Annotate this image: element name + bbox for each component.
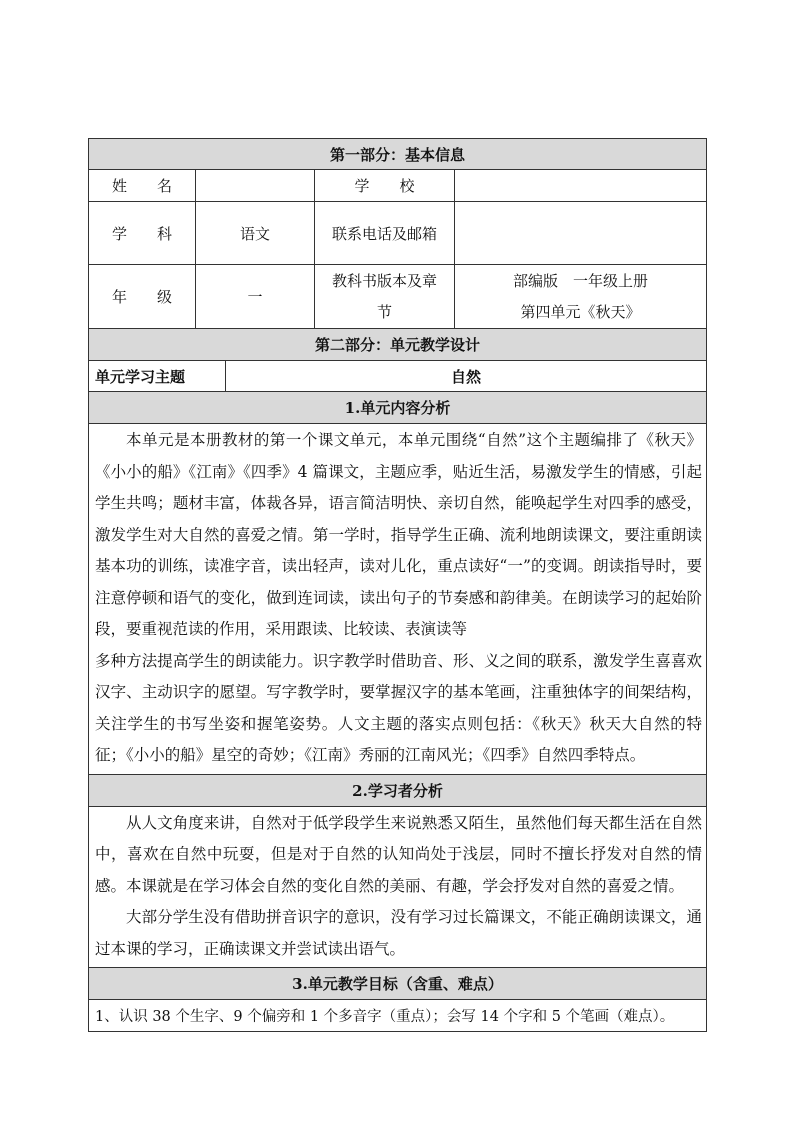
contact-label: 联系电话及邮箱: [315, 202, 455, 265]
grade-label: 年 级: [89, 265, 196, 329]
section2-body: [89, 806, 707, 968]
textbook-label-line1: 教科书版本及章: [331, 271, 437, 290]
section1-paragraph-2: 多种方法提高学生的朗读能力。识字教学时借助音、形、义之间的联系，激发学生喜喜欢汉字、主动识字的愿望。写字教学时，要掌握汉字的基本笔画，注重独体字的间架结构，关注学生的书写坐姿和握笔姿势。人文主题的落实点则包括：《秋天》秋天大自然的特征；《小小的船》星空的奇妙；《江南》秀丽的江南风光；《四季》自然四季特点。: [95, 651, 702, 764]
section1-paragraph-1: 本单元是本册教材的第一个课文单元，本单元围绕“自然”这个主题编排了《秋天》《小小的船》《江南》《四季》4 篇课文，主题应季，贴近生活，易激发学生的情感，引起学生共鸣；题材丰富，体裁各异，语言简洁明快、亲切自然，能唤起学生对四季的感受，激发学生对大自然的喜爱之情。第一学时，指导学生正确、流利地朗读课文，要注重朗读基本功的训练，读准字音，读出轻声，读对儿化，重点读好“一”的变调。朗读指导时，要注意停顿和语气的变化，做到连词读，读出句子的节奏感和韵律美。在朗读学习的起始阶段，要重视范读的作用，采用跟读、比较读、表演读等: [95, 431, 702, 638]
school-value: [455, 170, 707, 202]
section2-paragraph-1: 从人文角度来讲，自然对于低学段学生来说熟悉又陌生，虽然他们每天都生活在自然中，喜欢在自然中玩耍，但是对于自然的认知尚处于浅层，同时不擅长抒发对自然的情感。本课就是在学习体会自然的变化自然的美丽、有趣，学会抒发对自然的喜爱之情。: [95, 813, 702, 895]
textbook-label-line2: 节: [376, 302, 392, 321]
grade-row: [89, 265, 707, 329]
textbook-value-line1: 部编版 一年级上册: [512, 271, 648, 290]
section3-goal-1: 1、认识 38 个生字、9 个偏旁和 1 个多音字（重点）；会写 14 个字和 5 个笔画（难点）。: [89, 1000, 707, 1032]
part1-title: 第一部分：基本信息: [89, 139, 707, 170]
textbook-value: [455, 265, 707, 329]
subject-label: 学 科: [89, 202, 196, 265]
theme-value: 自然: [226, 361, 707, 392]
name-label: 姓 名: [89, 170, 196, 202]
grade-value: 一: [196, 265, 315, 329]
section3-goal-row: [89, 1000, 707, 1032]
part1-header-row: [89, 139, 707, 170]
section1-header-row: [89, 392, 707, 424]
section3-header-row: [89, 968, 707, 1000]
section1-body: [89, 424, 707, 775]
section2-title: 2.学习者分析: [89, 774, 707, 806]
section2-header-row: [89, 774, 707, 806]
textbook-label: [315, 265, 455, 329]
lesson-plan-table: [88, 138, 707, 1032]
school-label: 学 校: [315, 170, 455, 202]
theme-label: 单元学习主题: [89, 361, 226, 392]
contact-value: [455, 202, 707, 265]
section1-title: 1.单元内容分析: [89, 392, 707, 424]
part2-header-row: [89, 329, 707, 361]
name-value: [196, 170, 315, 202]
subject-row: [89, 202, 707, 265]
theme-row: [89, 361, 707, 392]
lesson-plan-sheet: [88, 138, 706, 1032]
section1-body-row: [89, 424, 707, 775]
name-row: [89, 170, 707, 202]
textbook-value-line2: 第四单元《秋天》: [520, 302, 641, 321]
section2-paragraph-2: 大部分学生没有借助拼音识字的意识，没有学习过长篇课文，不能正确朗读课文，通过本课的学习，正确读课文并尝试读出语气。: [95, 908, 702, 958]
subject-value: 语文: [196, 202, 315, 265]
part2-title: 第二部分：单元教学设计: [89, 329, 707, 361]
section3-title: 3.单元教学目标（含重、难点）: [89, 968, 707, 1000]
section2-body-row: [89, 806, 707, 968]
